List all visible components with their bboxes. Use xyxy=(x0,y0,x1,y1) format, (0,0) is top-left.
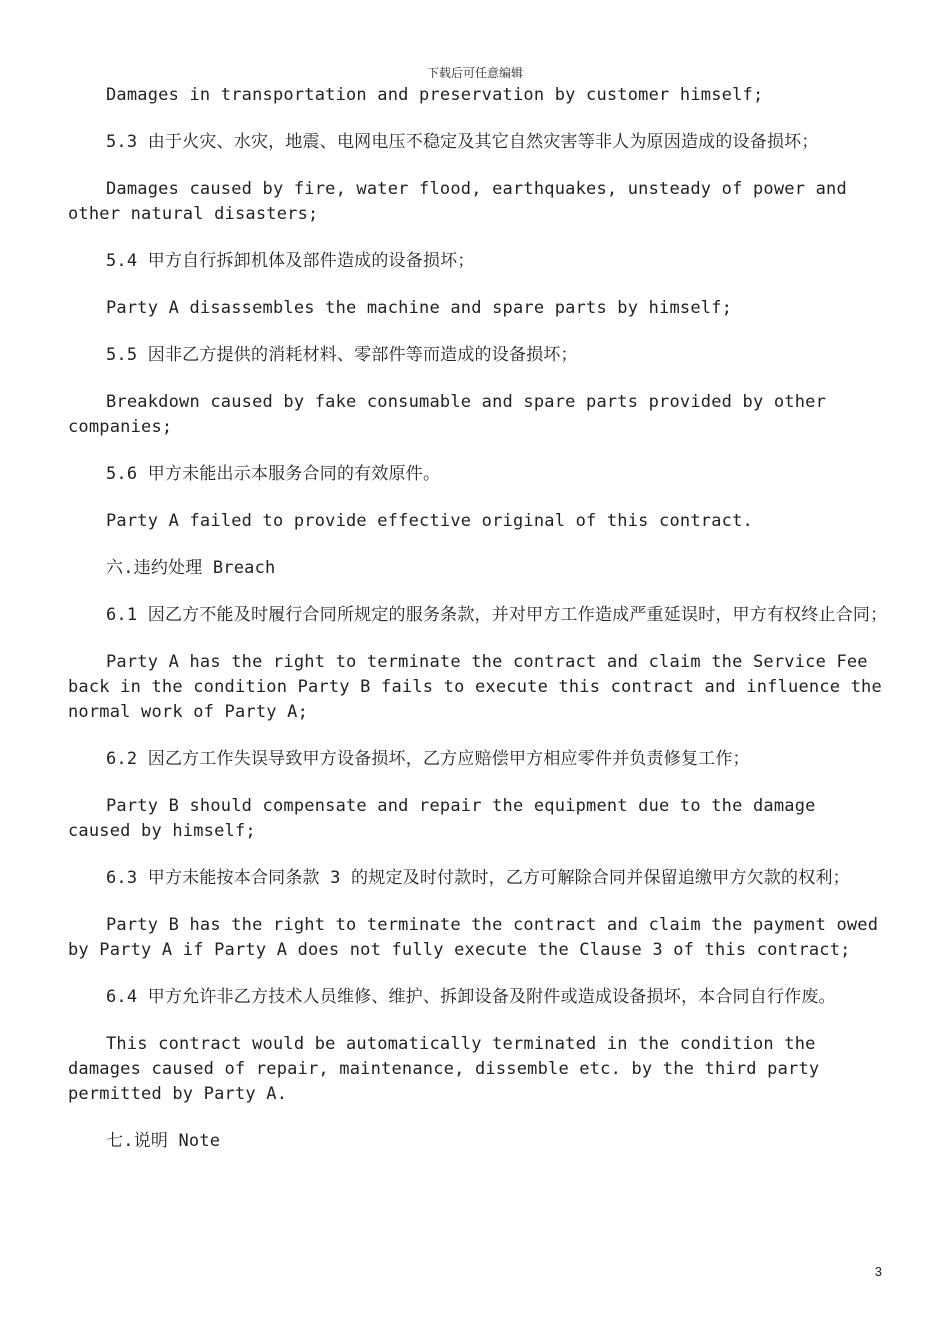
clause-5-6-english: Party A failed to provide effective original of this contract. xyxy=(106,511,753,531)
page-header-note: 下载后可任意编辑 xyxy=(426,66,523,80)
clause-5-4-chinese: 5.4 甲方自行拆卸机体及部件造成的设备损坏； xyxy=(106,251,475,271)
clause-5-6-chinese: 5.6 甲方未能出示本服务合同的有效原件。 xyxy=(106,464,441,484)
clause-6-1-chinese: 6.1 因乙方不能及时履行合同所规定的服务条款，并对甲方工作造成严重延误时，甲方有权终止合同； xyxy=(106,605,888,625)
clause-6-4-chinese: 6.4 甲方允许非乙方技术人员维修、维护、拆卸设备及附件或造成设备损坏，本合同自行作废。 xyxy=(106,987,836,1007)
paragraph: Damages in transportation and preservation by customer himself; xyxy=(106,85,764,105)
section-7-heading: 七.说明 Note xyxy=(106,1131,221,1151)
clause-5-4-english: Party A disassembles the machine and spare parts by himself; xyxy=(106,298,733,318)
clause-6-3-english: Party B has the right to terminate the contract and claim the payment owed by Party A if Party A does not fully execute the Clause 3 of this contract; xyxy=(68,915,889,960)
clause-6-4-english: This contract would be automatically terminated in the condition the damages caused of repair, maintenance, dissemble etc. by the third party permitted by Party A. xyxy=(68,1034,830,1104)
clause-6-2-chinese: 6.2 因乙方工作失误导致甲方设备损坏，乙方应赔偿甲方相应零件并负责修复工作； xyxy=(106,749,750,769)
clause-6-1-english: Party A has the right to terminate the contract and claim the Service Fee back in the condition Party B fails to execute this contract and influence the normal work of Party A; xyxy=(68,652,893,722)
document-body xyxy=(68,83,893,1176)
clause-5-5-english: Breakdown caused by fake consumable and spare parts provided by other companies; xyxy=(68,392,837,437)
clause-5-5-chinese: 5.5 因非乙方提供的消耗材料、零部件等而造成的设备损坏； xyxy=(106,345,578,365)
section-6-heading: 六.违约处理 Breach xyxy=(106,558,276,578)
clause-5-3-chinese: 5.3 由于火灾、水灾，地震、电网电压不稳定及其它自然灾害等非人为原因造成的设备损坏； xyxy=(106,132,819,152)
clause-6-2-english: Party B should compensate and repair the equipment due to the damage caused by himself; xyxy=(68,796,827,841)
clause-5-3-english: Damages caused by fire, water flood, earthquakes, unsteady of power and other natural disasters; xyxy=(68,179,858,224)
page-number: 3 xyxy=(874,1264,882,1279)
clause-6-3-chinese: 6.3 甲方未能按本合同条款 3 的规定及时付款时，乙方可解除合同并保留追缴甲方欠款的权利； xyxy=(106,868,850,888)
